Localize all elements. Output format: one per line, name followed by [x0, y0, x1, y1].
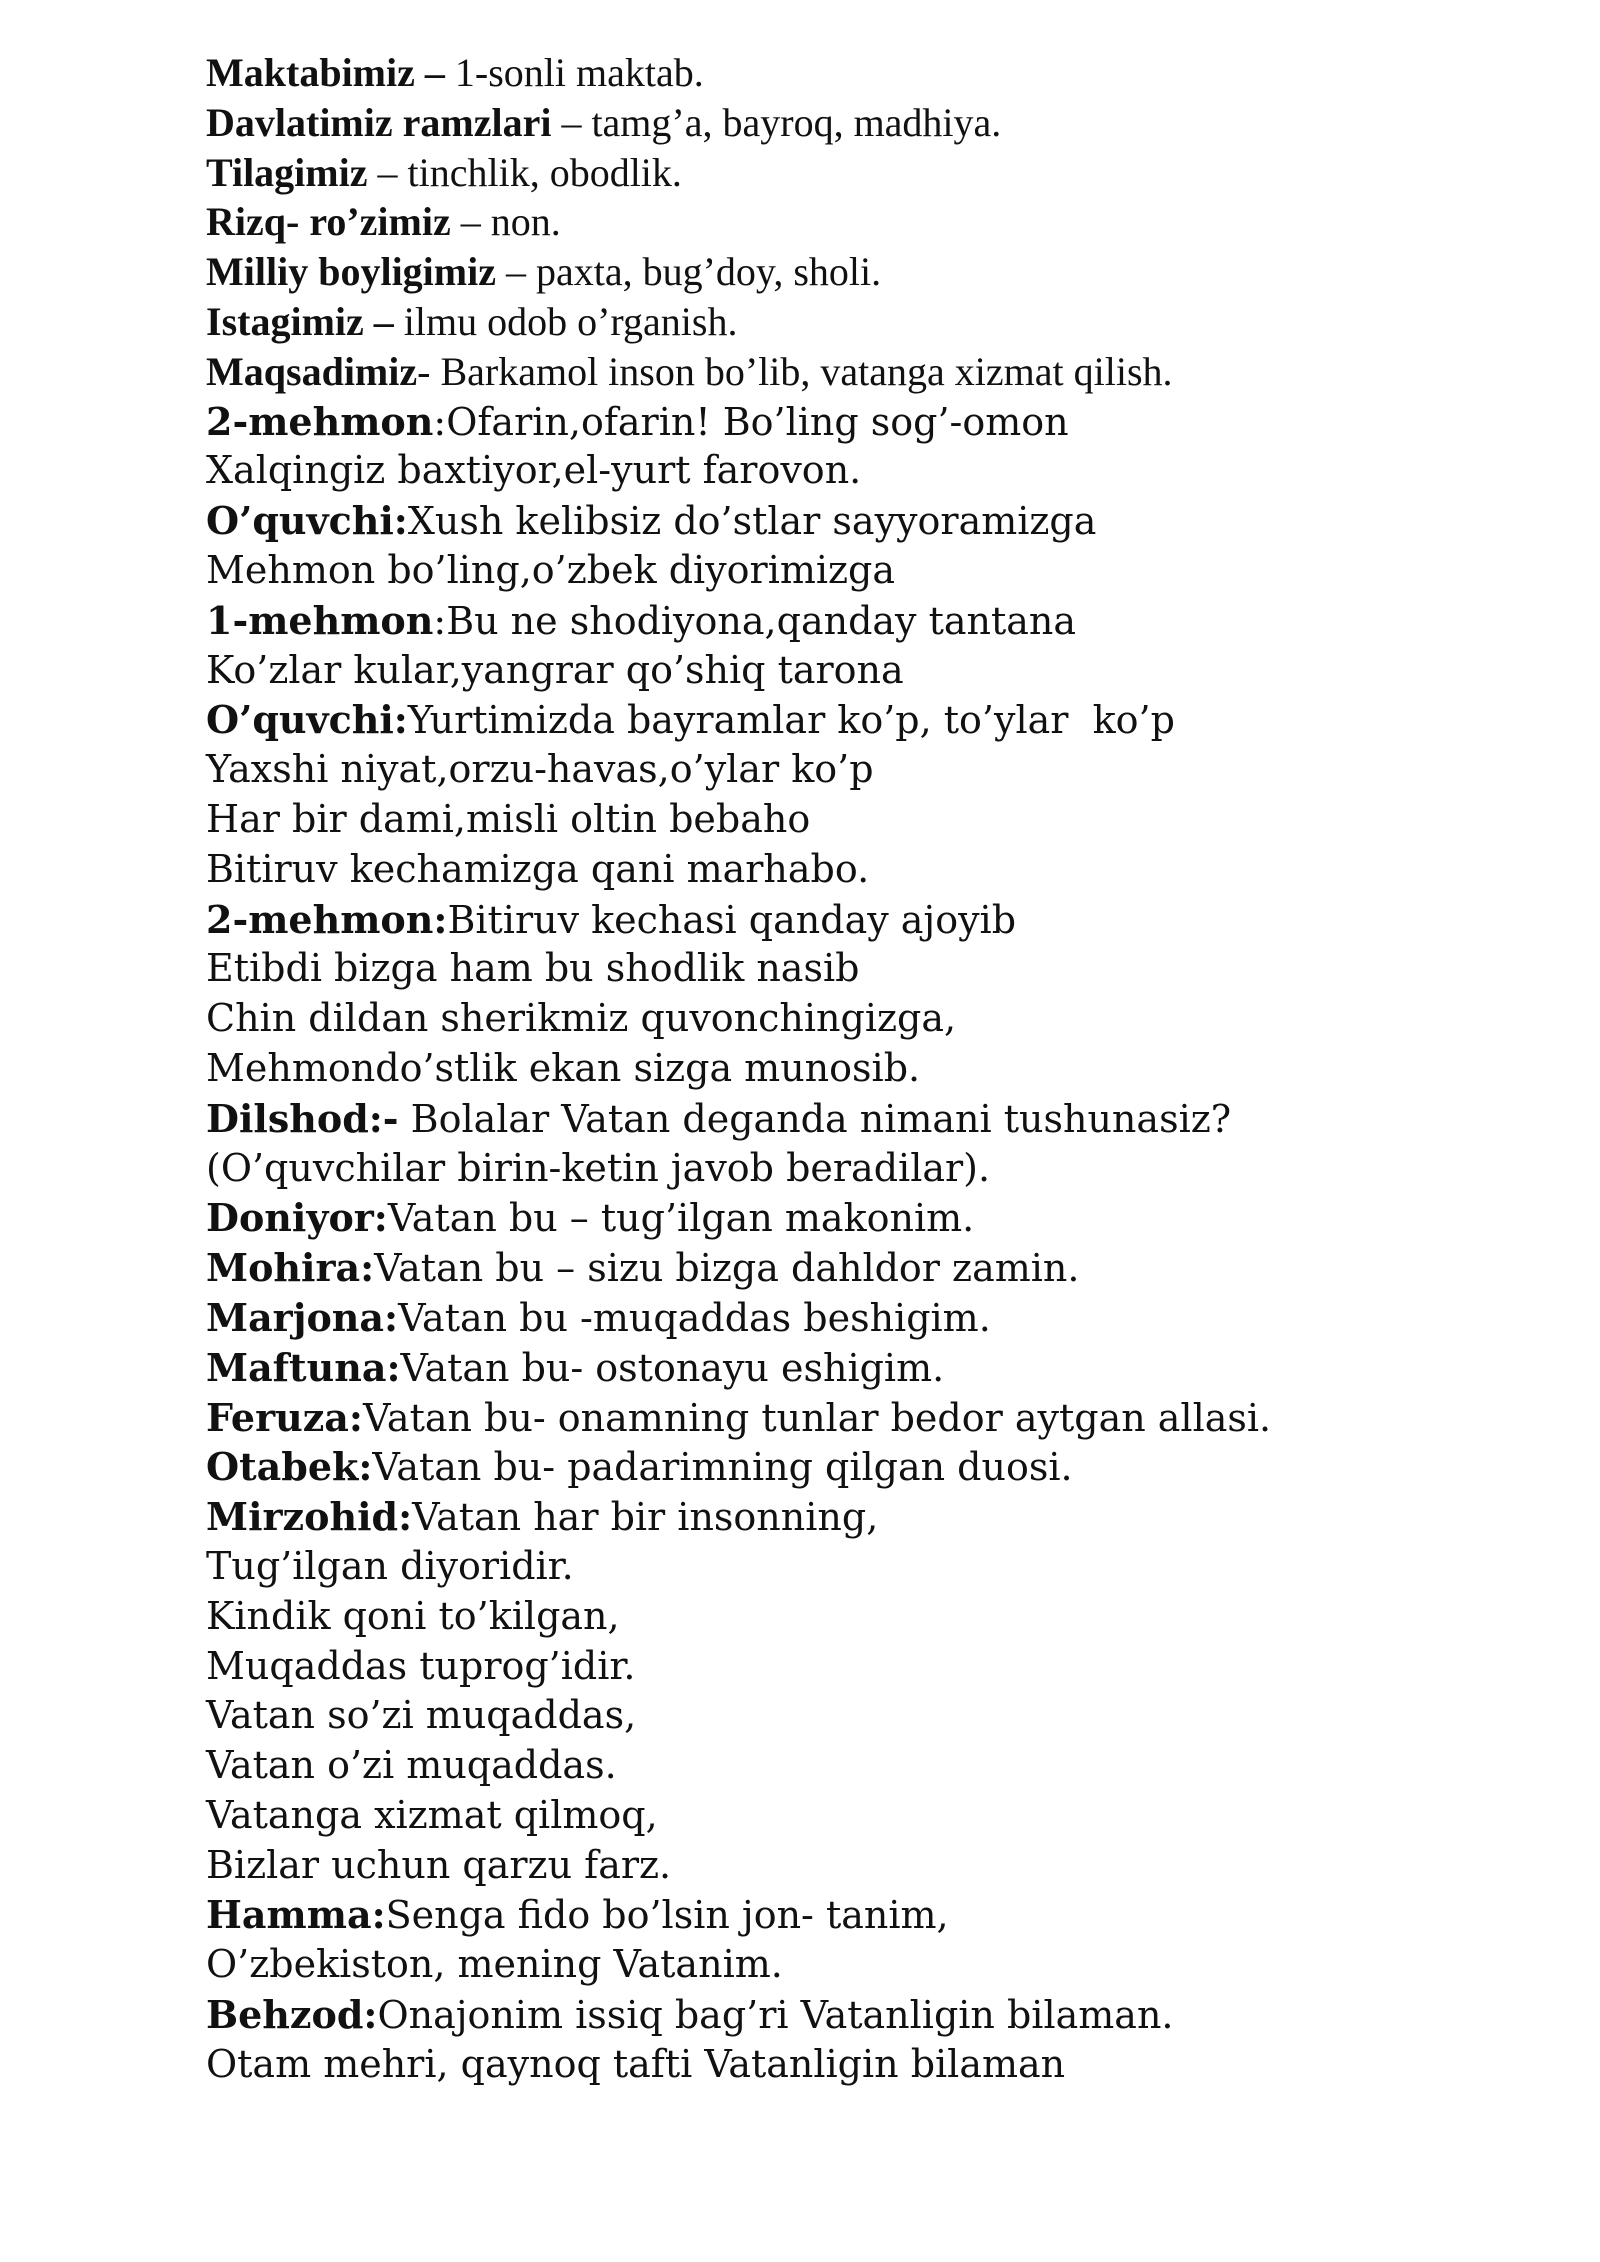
text-line: [206, 1841, 1546, 1891]
line-text: Xush kelibsiz do’stlar sayyoramizga: [407, 499, 1097, 544]
line-text: Bizlar uchun qarzu farz.: [206, 1842, 672, 1887]
line-text: Vatan bu – tug’ilgan makonim.: [387, 1196, 975, 1241]
text-line: [206, 48, 1546, 98]
line-text: ilmu odob o’rganish.: [393, 298, 738, 344]
text-line: [206, 1542, 1546, 1592]
text-line: [206, 1492, 1546, 1542]
line-text: Kindik qoni to’kilgan,: [206, 1593, 620, 1638]
line-text: Mehmon bo’ling,o’zbek diyorimizga: [206, 547, 896, 592]
line-text: Muqaddas tuprog’idir.: [206, 1643, 636, 1688]
text-line: [206, 148, 1546, 198]
line-text: Vatan so’zi muqaddas,: [206, 1693, 637, 1738]
speaker-label: Feruza:: [206, 1394, 363, 1440]
line-text: Vatanga xizmat qilmoq,: [206, 1792, 658, 1837]
line-text: Chin dildan sherikmiz quvonchingizga,: [206, 996, 957, 1041]
speaker-label: Maftuna:: [206, 1344, 401, 1390]
text-line: [206, 1393, 1546, 1443]
text-line: [206, 347, 1546, 397]
speaker-label: Mirzohid:: [206, 1494, 413, 1540]
speaker-label: Behzod:: [206, 1992, 378, 2038]
speaker-label: Rizq- ro’zimiz: [206, 199, 451, 245]
line-text: - Barkamol inson bo’lib, vatanga xizmat qilish.: [417, 348, 1173, 394]
line-text: Vatan bu – sizu bizga dahldor zamin.: [374, 1246, 1080, 1291]
speaker-label: Dilshod:-: [206, 1095, 399, 1141]
text-line: [206, 1044, 1546, 1094]
text-line: [206, 197, 1546, 247]
text-line: [206, 1890, 1546, 1940]
line-text: Bitiruv kechasi qanday ajoyib: [447, 897, 1017, 942]
text-line: [206, 1642, 1546, 1692]
line-text: O’zbekiston, mening Vatanim.: [206, 1942, 783, 1987]
text-line: [206, 895, 1546, 945]
line-text: Vatan o’zi muqaddas.: [206, 1743, 617, 1788]
speaker-label: Hamma:: [206, 1892, 386, 1938]
line-text: – non.: [450, 199, 561, 245]
text-line: [206, 1343, 1546, 1393]
text-line: [206, 546, 1546, 596]
speaker-label: Davlatimiz ramzlari: [206, 99, 552, 145]
line-text: Senga fido bo’lsin jon- tanim,: [385, 1893, 949, 1938]
text-line: [206, 2040, 1546, 2090]
line-text: Bitiruv kechamizga qani marhabo.: [206, 846, 870, 891]
line-text: :Ofarin,ofarin! Bo’ling sog’-omon: [433, 399, 1069, 444]
line-text: Vatan bu -muqaddas beshigim.: [398, 1295, 991, 1340]
line-text: Tug’ilgan diyoridir.: [206, 1543, 574, 1588]
line-text: :Bu ne shodiyona,qanday tantana: [433, 598, 1077, 643]
speaker-label: Istagimiz –: [206, 298, 394, 344]
line-text: 1-sonli maktab.: [444, 50, 704, 95]
text-line: [206, 1791, 1546, 1841]
line-text: Mehmondo’stlik ekan sizga munosib.: [206, 1045, 921, 1090]
text-line: [206, 247, 1546, 297]
speaker-label: 2-mehmon: [206, 398, 434, 444]
text-line: [206, 446, 1546, 496]
text-line: [206, 1094, 1546, 1144]
text-line: [206, 1243, 1546, 1293]
text-line: [206, 795, 1546, 845]
text-line: [206, 1592, 1546, 1642]
line-text: – tamg’a, bayroq, madhiya.: [551, 99, 1002, 145]
text-line: [206, 695, 1546, 745]
speaker-label: Maktabimiz –: [206, 50, 445, 95]
text-line: [206, 845, 1546, 895]
line-text: Onajonim issiq bag’ri Vatanligin bilaman.: [377, 1993, 1174, 2038]
line-text: Yaxshi niyat,orzu-havas,o’ylar ko’p: [206, 747, 874, 792]
line-text: – paxta, bug’doy, sholi.: [495, 249, 882, 295]
text-line: [206, 596, 1546, 646]
line-text: Vatan bu- padarimning qilgan duosi.: [372, 1445, 1073, 1490]
line-text: (O’quvchilar birin-ketin javob beradilar).: [206, 1145, 991, 1190]
speaker-label: Marjona:: [206, 1294, 399, 1340]
speaker-label: 2-mehmon:: [206, 896, 448, 942]
text-line: [206, 1442, 1546, 1492]
speaker-label: Tilagimiz: [206, 149, 368, 195]
text-line: [206, 1293, 1546, 1343]
text-line: [206, 745, 1546, 795]
speaker-label: 1-mehmon: [206, 597, 434, 643]
speaker-label: O’quvchi:: [206, 498, 408, 544]
line-text: Otam mehri, qaynoq tafti Vatanligin bilaman: [206, 2041, 1066, 2086]
text-line: [206, 496, 1546, 546]
speaker-label: Doniyor:: [206, 1195, 388, 1241]
line-text: Vatan bu- onamning tunlar bedor aytgan allasi.: [362, 1395, 1272, 1440]
text-line: [206, 1193, 1546, 1243]
text-line: [206, 397, 1546, 447]
speaker-label: Mohira:: [206, 1245, 375, 1291]
line-text: Vatan bu- ostonayu eshigim.: [400, 1345, 945, 1390]
line-text: – tinchlik, obodlik.: [367, 149, 682, 195]
line-text: Xalqingiz baxtiyor,el-yurt farovon.: [206, 448, 862, 493]
text-line: [206, 944, 1546, 994]
line-text: Yurtimizda bayramlar ko’p, to’ylar ko’p: [407, 698, 1175, 743]
speaker-label: Milliy boyligimiz: [206, 249, 496, 295]
line-text: Har bir dami,misli oltin bebaho: [206, 796, 811, 841]
speaker-label: Maqsadimiz: [206, 348, 418, 394]
line-text: Etibdi bizga ham bu shodlik nasib: [206, 946, 860, 991]
text-line: [206, 1691, 1546, 1741]
text-line: [206, 1144, 1546, 1194]
text-line: [206, 1990, 1546, 2040]
text-line: [206, 1741, 1546, 1791]
text-line: [206, 98, 1546, 148]
line-text: Bolalar Vatan deganda nimani tushunasiz?: [398, 1096, 1232, 1141]
document-body: [206, 48, 1546, 2090]
text-line: [206, 994, 1546, 1044]
speaker-label: O’quvchi:: [206, 697, 408, 743]
text-line: [206, 1940, 1546, 1990]
speaker-label: Otabek:: [206, 1444, 373, 1490]
text-line: [206, 646, 1546, 696]
line-text: Vatan har bir insonning,: [412, 1495, 879, 1540]
line-text: Ko’zlar kular,yangrar qo’shiq tarona: [206, 647, 904, 692]
text-line: [206, 297, 1546, 347]
